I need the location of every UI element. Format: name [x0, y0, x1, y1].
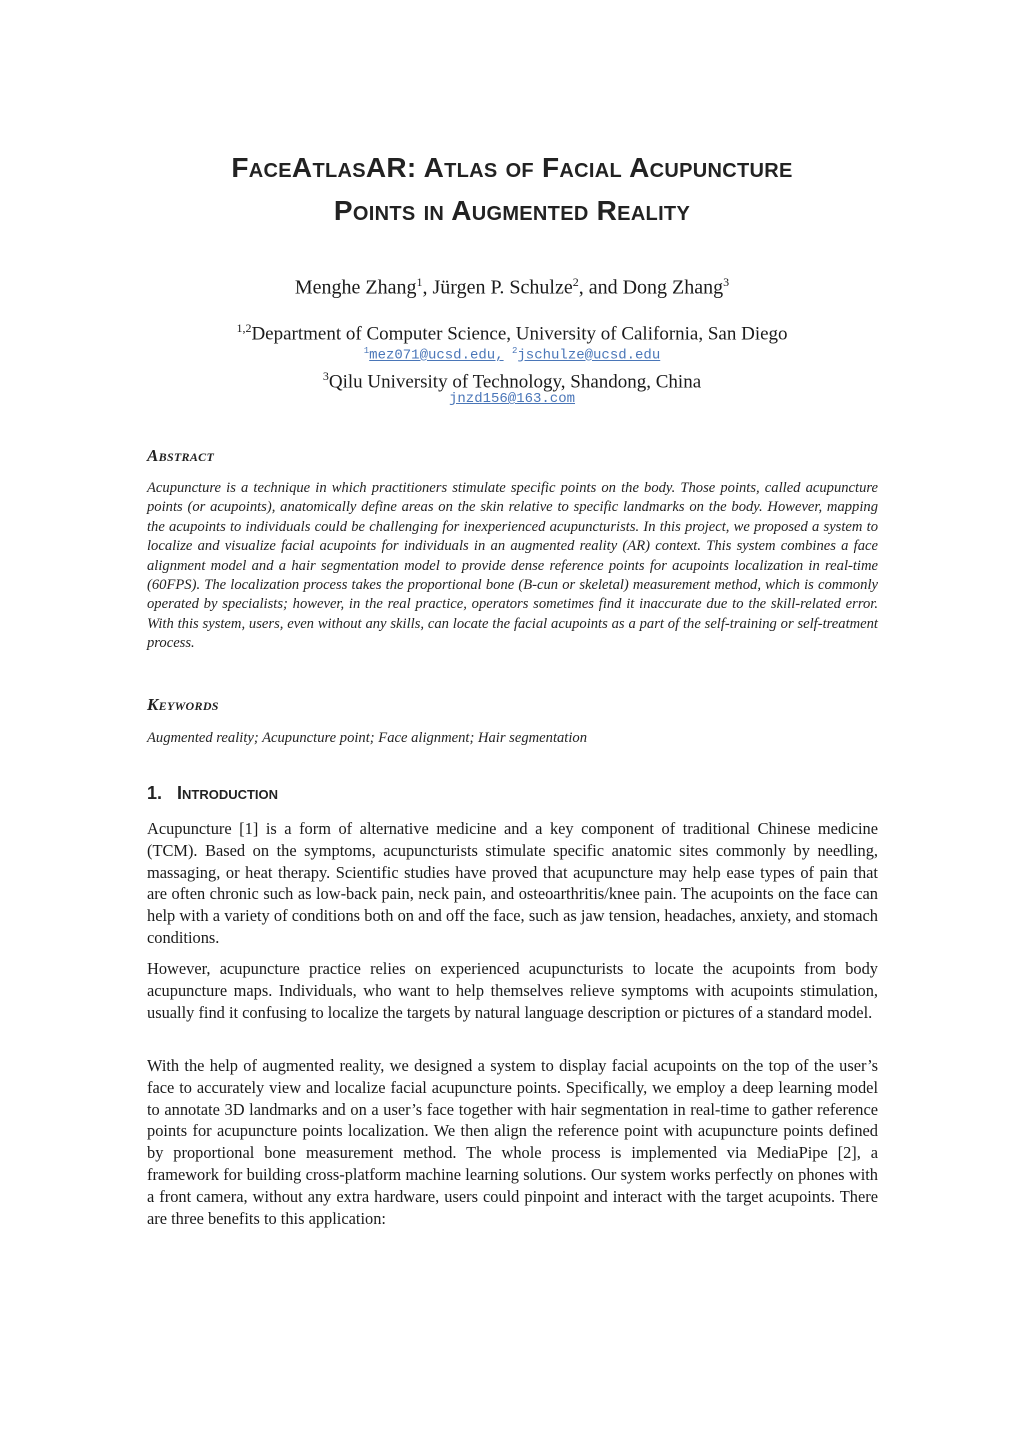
author-2-affil-mark: 2 [572, 275, 579, 289]
abstract-text: Acupuncture is a technique in which practitioners stimulate specific points on the body. Those points, called acupuncture points (or acupoints), anatomically define areas on the skin relative to specific landmarks on the body. However, mapping the acupoints to individuals could be challenging for inexperienced acupuncturists. In this project, we proposed a system to localize and visualize facial acupoints for individuals in an augmented reality (AR) context. This system combines a face alignment model and a hair segmentation model to provide dense reference points for acupoints localization in real-time (60FPS). The localization process takes the proportional bone (B-cun or skeletal) measurement method, which is commonly operated by specialists; however, in the real practice, operators sometimes find it inaccurate due to the skill-related error. With this system, users, even without any skills, can locate the facial acupoints as a part of the self-training or self-treatment process. [147, 480, 878, 652]
affiliation-qilu-text: Qilu University of Technology, Shandong, China [328, 371, 702, 393]
author-1-affil-mark: 1 [416, 275, 423, 289]
keywords-text: Augmented reality; Acupuncture point; Face alignment; Hair segmentation [147, 730, 588, 746]
affiliation-ucsd-mark: 1,2 [236, 321, 252, 335]
abstract-heading: Abstract [147, 446, 215, 465]
title-line-1: FaceAtlasAR: Atlas of Facial Acupuncture [231, 152, 793, 183]
intro-paragraph-2: However, acupuncture practice relies on experienced acupuncturists to locate the acupoints from body acupuncture maps. Individuals, who want to help themselves relieve symptoms with acupoints stimulation, usually find it confusing to localize the targets by natural language description or pictures of a standard model. [147, 959, 878, 1022]
intro-paragraph-1: Acupuncture [1] is a form of alternative medicine and a key component of traditional Chinese medicine (TCM). Based on the symptoms, acupuncturists stimulate specific anatomic sites commonly by needling, massaging, or heat therapy. Scientific studies have proved that acupuncture may help ease types of pain that are often chronic such as low-back pain, neck pain, and osteoarthritis/knee pain. The acupoints on the face can help with a variety of conditions both on and off the face, such as jaw tension, headaches, anxiety, and stomach conditions. [147, 819, 878, 947]
keywords-heading: Keywords [147, 695, 219, 714]
paper-title [100, 146, 924, 232]
author-3-affil-mark: 3 [723, 275, 730, 289]
email-1-mark: 1 [363, 346, 370, 356]
email-line-qilu [100, 390, 924, 408]
section-title: Introduction [177, 783, 279, 803]
introduction-heading [147, 783, 278, 804]
affiliation-qilu-mark: 3 [322, 369, 329, 383]
intro-paragraph-3: With the help of augmented reality, we designed a system to display facial acupoints on the top of the user’s face to accurately view and localize facial acupuncture points. Specifically, we employ a deep learning model to annotate 3D landmarks and on a user’s face together with hair segmentation in real-time to gather reference points for acupuncture points localization. We then align the reference point with acupuncture points defined by proportional bone measurement method. The whole process is implemented via MediaPipe [2], a framework for building cross-platform machine learning solutions. Our system works perfectly on phones with a front camera, without any extra hardware, users could pinpoint and interact with the target acupoints. There are three benefits to this application: [147, 1056, 878, 1228]
author-3: , and Dong Zhang [578, 276, 724, 299]
title-line-2: Points in Augmented Reality [333, 195, 691, 226]
email-line-ucsd [100, 342, 924, 365]
affiliation-ucsd-text: Department of Computer Science, University of California, San Diego [251, 323, 788, 345]
author-list [100, 268, 924, 302]
email-2-mark: 2 [512, 346, 518, 356]
author-1: Menghe Zhang [294, 276, 417, 299]
author-2: , Jürgen P. Schulze [422, 276, 573, 299]
email-link-2[interactable]: jschulze@ucsd.edu [517, 347, 661, 364]
email-link-3[interactable]: jnzd156@163.com [448, 391, 576, 407]
section-number: 1. [147, 783, 163, 803]
email-link-1[interactable]: mez071@ucsd.edu, [369, 347, 504, 364]
